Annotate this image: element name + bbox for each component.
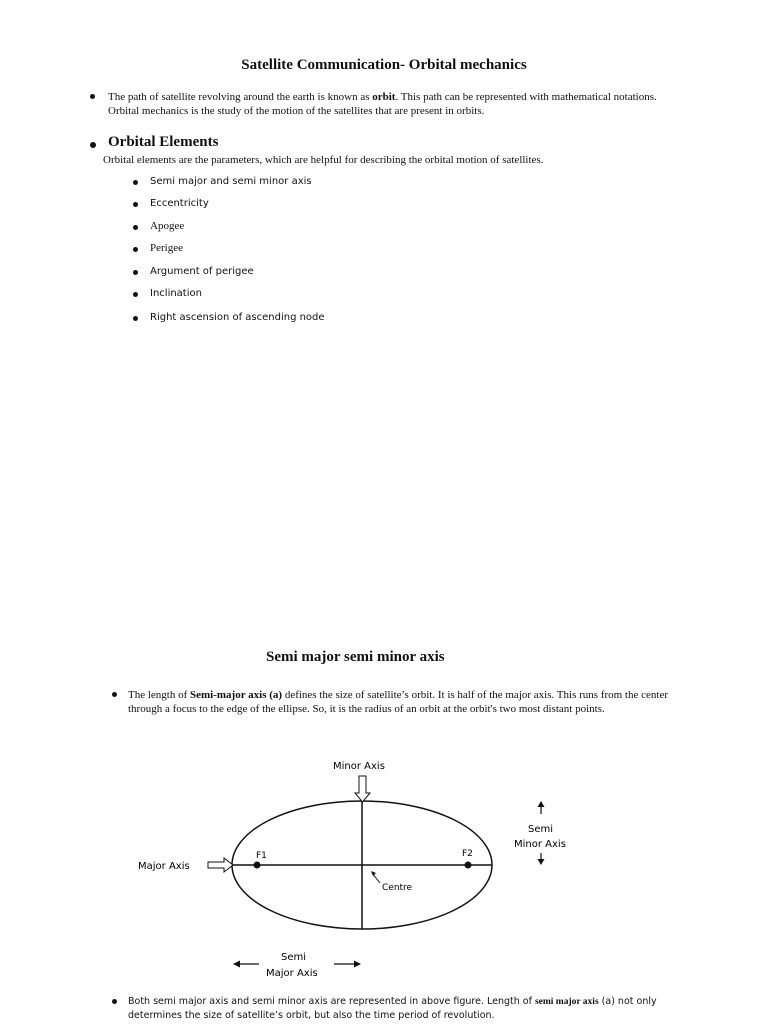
list-item: Apogee bbox=[150, 220, 185, 232]
intro-paragraph bbox=[108, 90, 728, 118]
focus-f1 bbox=[254, 862, 261, 869]
page-title: Satellite Communication- Orbital mechanics bbox=[241, 57, 527, 73]
intro-text-end: . This path can be represented with mathematical notations. bbox=[395, 91, 657, 103]
f1-label: F1 bbox=[256, 851, 267, 861]
semi-minor-label-1: Semi bbox=[528, 824, 554, 835]
list-item: Perigee bbox=[150, 242, 183, 254]
p2-bold-term: semi major axis bbox=[534, 997, 599, 1007]
p2-text-line2: determines the size of satellite’s orbit, but also the time period of revolution. bbox=[128, 1010, 495, 1021]
bullet-icon bbox=[133, 316, 138, 321]
minor-axis-label: Minor Axis bbox=[333, 761, 385, 772]
semi-major-label-2: Major Axis bbox=[266, 968, 318, 979]
centre-label: Centre bbox=[382, 883, 413, 893]
bullet-icon bbox=[133, 225, 138, 230]
semi-axis-paragraph-2 bbox=[128, 995, 748, 1022]
semi-minor-up-arrow-icon bbox=[538, 801, 545, 807]
list-item: Eccentricity bbox=[150, 198, 209, 209]
semi-axis-paragraph bbox=[128, 688, 738, 716]
bullet-icon bbox=[90, 142, 96, 148]
major-axis-arrow-icon bbox=[208, 858, 233, 872]
section-heading: Semi major semi minor axis bbox=[266, 649, 445, 665]
semi-minor-label-2: Minor Axis bbox=[514, 839, 566, 850]
major-axis-label: Major Axis bbox=[138, 861, 190, 872]
semi-axis-text-end: defines the size of satellite’s orbit. It is half of the major axis. This runs from the center bbox=[282, 689, 668, 701]
bullet-icon bbox=[133, 292, 138, 297]
bullet-icon bbox=[112, 999, 117, 1004]
focus-f2 bbox=[465, 862, 472, 869]
p2-text: Both semi major axis and semi minor axis are represented in above figure. Length of bbox=[128, 996, 535, 1007]
bullet-icon bbox=[133, 247, 138, 252]
intro-bold-term: orbit bbox=[372, 91, 396, 103]
semi-axis-text: The length of bbox=[128, 689, 191, 701]
intro-text: The path of satellite revolving around the earth is known as bbox=[108, 91, 373, 103]
centre-arrow-icon bbox=[371, 871, 376, 876]
orbit-ellipse-diagram bbox=[0, 740, 768, 990]
minor-axis-arrow-icon bbox=[355, 776, 370, 802]
bullet-icon bbox=[90, 94, 95, 99]
semi-major-right-arrow-icon bbox=[354, 961, 361, 968]
bullet-icon bbox=[133, 270, 138, 275]
intro-text-line2: Orbital mechanics is the study of the motion of the satellites that are present in orbits. bbox=[108, 105, 485, 117]
orbital-elements-heading: Orbital Elements bbox=[108, 134, 219, 150]
semi-axis-bold-term: Semi-major axis (a) bbox=[190, 689, 283, 701]
orbital-elements-description: Orbital elements are the parameters, which are helpful for describing the orbital motion of satellites. bbox=[103, 154, 544, 166]
semi-major-label-1: Semi bbox=[281, 952, 307, 963]
list-item: Argument of perigee bbox=[150, 266, 254, 277]
semi-axis-text-line2: through a focus to the edge of the ellipse. So, it is the radius of an orbit at the orbit's two most distant points. bbox=[128, 703, 605, 715]
list-item: Semi major and semi minor axis bbox=[150, 176, 312, 187]
bullet-icon bbox=[133, 180, 138, 185]
list-item: Right ascension of ascending node bbox=[150, 312, 325, 323]
bullet-icon bbox=[112, 692, 117, 697]
p2-text-end: (a) not only bbox=[598, 996, 657, 1007]
f2-label: F2 bbox=[462, 849, 473, 859]
semi-minor-down-arrow-icon bbox=[538, 859, 545, 865]
list-item: Inclination bbox=[150, 288, 202, 299]
semi-major-left-arrow-icon bbox=[233, 961, 240, 968]
bullet-icon bbox=[133, 202, 138, 207]
